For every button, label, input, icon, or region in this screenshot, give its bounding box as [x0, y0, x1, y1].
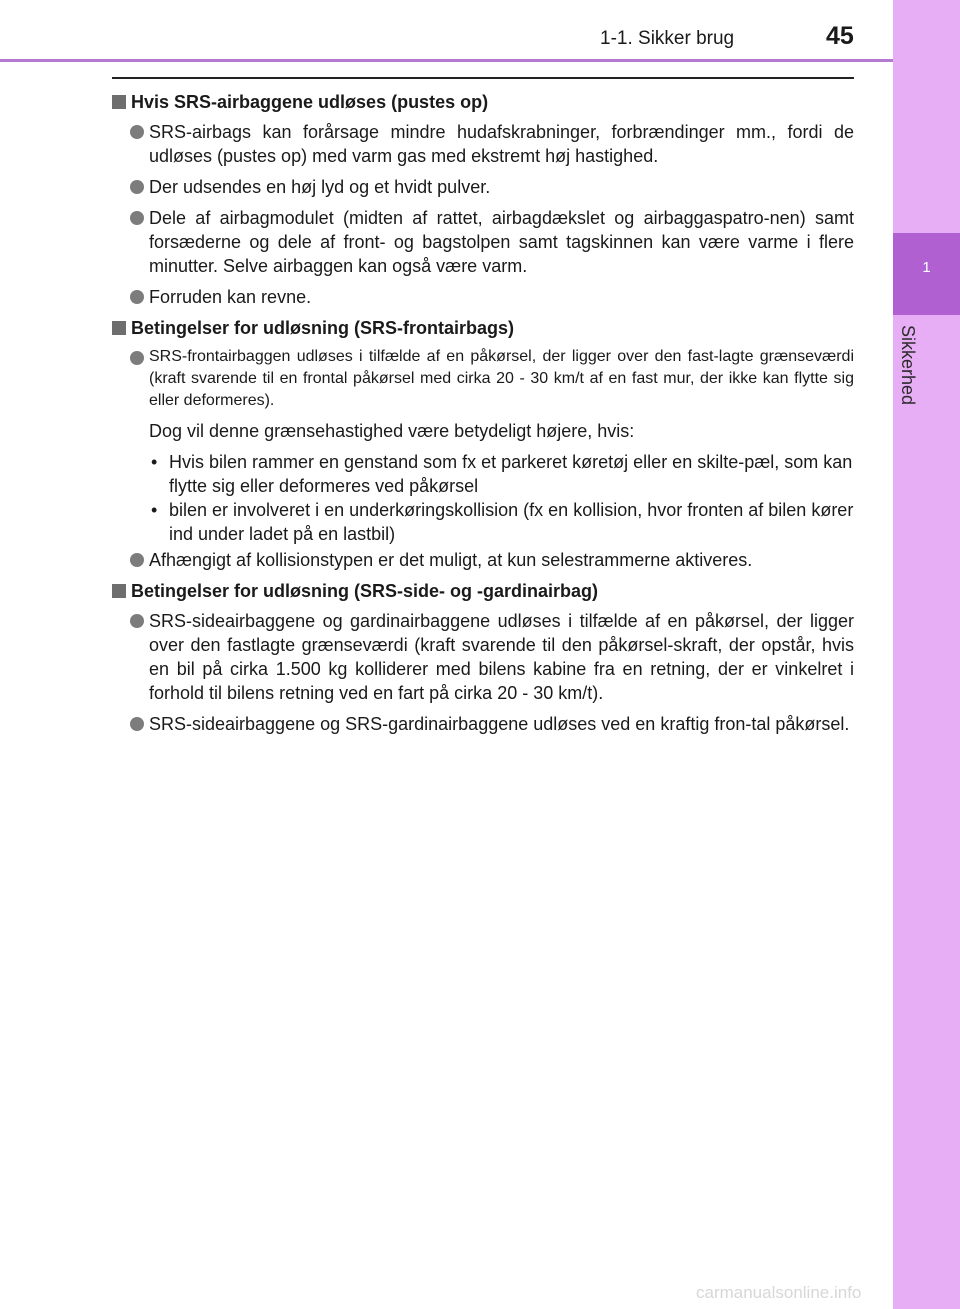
section-title: 1-1. Sikker brug — [600, 28, 735, 49]
list-item — [112, 120, 854, 168]
page-number: 45 — [826, 22, 854, 50]
sub-list-item — [112, 450, 854, 498]
section-heading-front-airbags — [112, 316, 854, 340]
list-item — [112, 712, 854, 736]
list-item — [112, 548, 854, 572]
section-heading-deployment — [112, 90, 854, 114]
chapter-label — [898, 325, 928, 435]
list-item — [112, 346, 854, 412]
sub-list-item — [112, 498, 854, 546]
list-item — [112, 609, 854, 705]
circle-bullet-icon — [130, 211, 144, 225]
list-item-text: Dele af airbagmodulet (midten af rattet, airbagdækslet og airbaggaspatro-nen) samt forsæderne og dele af front- og bagstolpen samt tagskinnen kan være varme i flere minutter. Selve airbaggen kan også være varm. — [149, 208, 854, 276]
page-content — [112, 77, 854, 743]
circle-bullet-icon — [130, 351, 144, 365]
square-bullet-icon — [112, 321, 126, 335]
list-item-text: SRS-sideairbaggene og SRS-gardinairbaggene udløses ved en kraftig fron-tal påkørsel. — [149, 714, 850, 734]
list-item-text: Der udsendes en høj lyd og et hvidt pulver. — [149, 177, 491, 197]
circle-bullet-icon — [130, 614, 144, 628]
square-bullet-icon — [112, 584, 126, 598]
heading-text: Hvis SRS-airbaggene udløses (pustes op) — [131, 92, 489, 112]
watermark-text: carmanualsonline.info — [696, 1283, 862, 1302]
sub-bullet-mark: • — [151, 452, 158, 472]
circle-bullet-icon — [130, 125, 144, 139]
list-item-text: SRS-sideairbaggene og gardinairbaggene udløses i tilfælde af en påkørsel, der ligger over den fastlagte grænseværdi (kraft svarende til den påkørsel-skraft, der opstår, hvis en bil på cirka 1.500 kg kolliderer med bilens kabine fra en retning, der er vinkelret i forhold til bilens retning ved en fart på cirka 20 - 30 km/t). — [149, 611, 854, 703]
circle-bullet-icon — [130, 180, 144, 194]
content-top-rule — [112, 77, 854, 79]
note-text: Dog vil denne grænsehastighed være betydeligt højere, hvis: — [149, 421, 635, 441]
chapter-label-text: Sikkerhed — [898, 325, 918, 406]
side-band — [893, 0, 960, 1309]
chapter-number: 1 — [922, 259, 931, 276]
list-item-text: SRS-frontairbaggen udløses i tilfælde af en påkørsel, der ligger over den fast-lagte grænseværdi (kraft svarende til en frontal påkørsel med cirka 20 - 30 km/t af en fast mur, der ikke kan flytte sig eller deformeres). — [149, 348, 854, 409]
circle-bullet-icon — [130, 290, 144, 304]
square-bullet-icon — [112, 95, 126, 109]
list-item — [112, 175, 854, 199]
chapter-tab — [893, 233, 960, 315]
section-heading-side-airbags — [112, 579, 854, 603]
circle-bullet-icon — [130, 717, 144, 731]
list-item-text: Afhængigt af kollisionstypen er det muligt, at kun selestrammerne aktiveres. — [149, 550, 753, 570]
circle-bullet-icon — [130, 553, 144, 567]
sub-list-item-text: bilen er involveret i en underkøringskollision (fx en kollision, hvor fronten af bilen kører ind under ladet på en lastbil) — [169, 500, 854, 544]
sub-bullet-mark: • — [151, 500, 158, 520]
sub-list-item-text: Hvis bilen rammer en genstand som fx et parkeret køretøj eller en skilte-pæl, som kan flytte sig eller deformeres ved påkørsel — [169, 452, 853, 496]
header-divider — [0, 59, 893, 62]
list-item-text: SRS-airbags kan forårsage mindre hudafskrabninger, forbrændinger mm., fordi de udløses (pustes op) med varm gas med ekstremt høj hastighed. — [149, 122, 854, 166]
list-item-text: Forruden kan revne. — [149, 287, 312, 307]
page-header — [0, 0, 893, 62]
heading-text: Betingelser for udløsning (SRS-frontairbags) — [131, 318, 515, 338]
heading-text: Betingelser for udløsning (SRS-side- og -gardinairbag) — [131, 581, 599, 601]
list-item — [112, 285, 854, 309]
list-item — [112, 206, 854, 278]
